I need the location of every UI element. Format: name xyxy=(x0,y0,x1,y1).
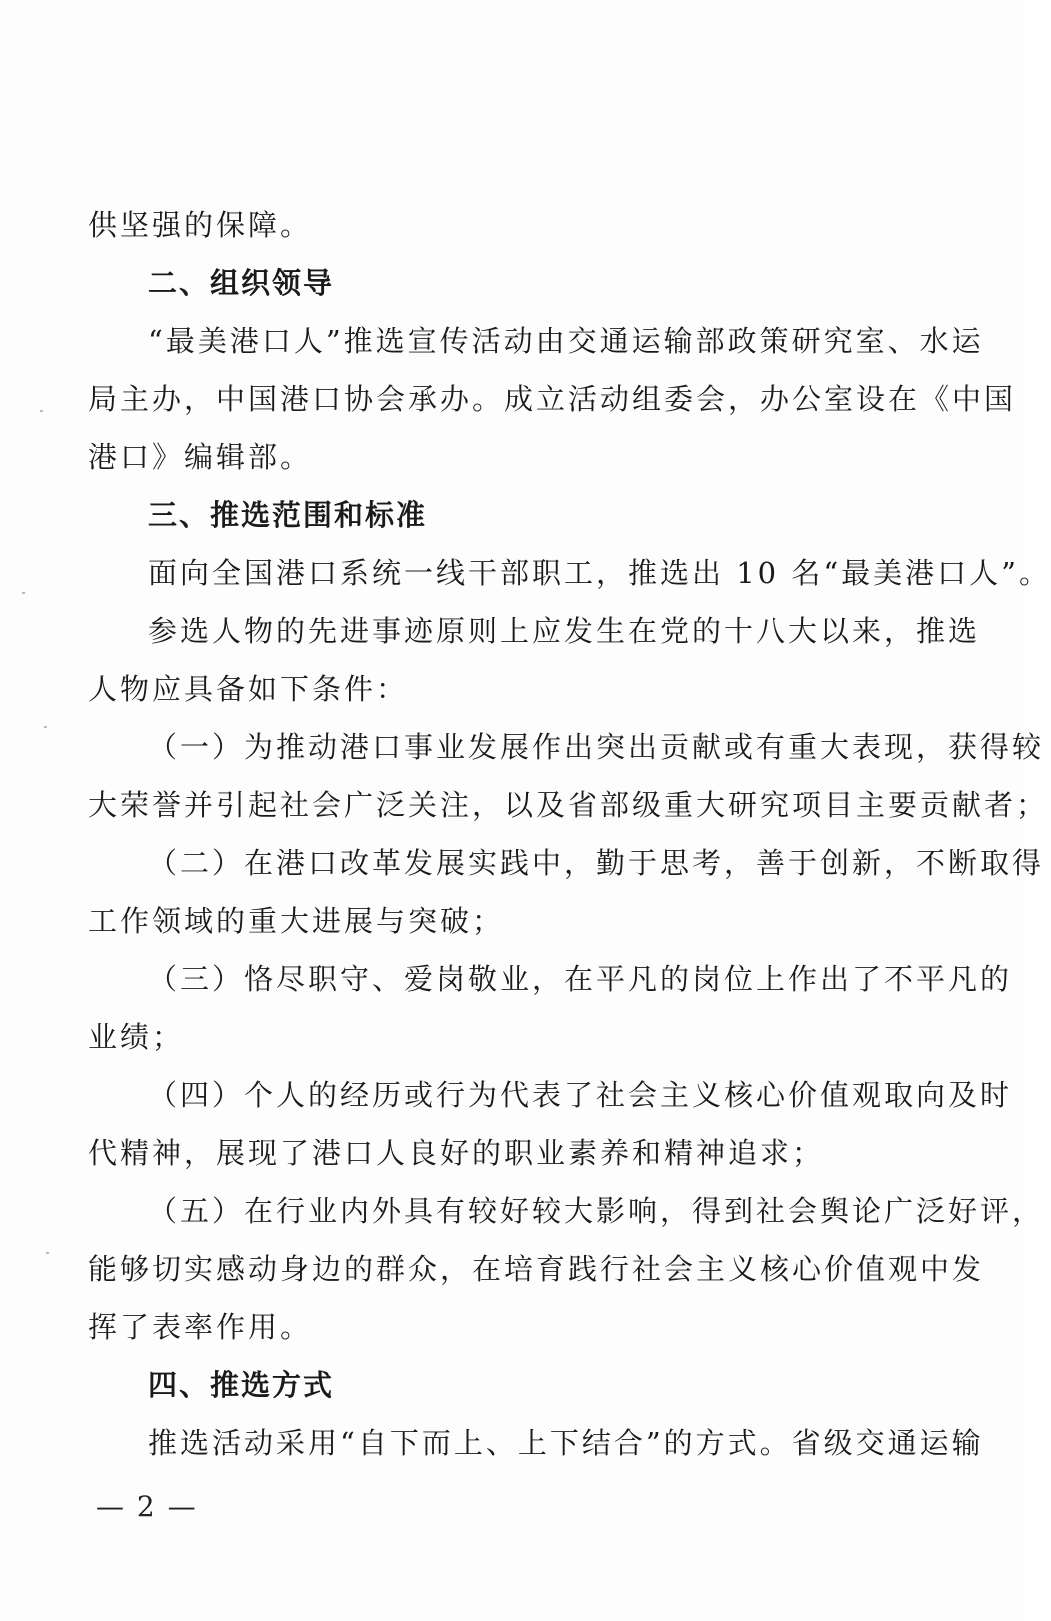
scan-speck xyxy=(46,1252,49,1254)
document-body xyxy=(88,196,1051,1472)
list-item-line: （三）恪尽职守、爱岗敬业，在平凡的岗位上作出了不平凡的 xyxy=(148,962,1013,996)
list-item-line: （二）在港口改革发展实践中，勤于思考，善于创新，不断取得 xyxy=(148,846,1045,880)
paragraph-line: 推选活动采用“自下而上、上下结合”的方式。省级交通运输 xyxy=(148,1426,984,1460)
paragraph-line: 局主办，中国港口协会承办。成立活动组委会，办公室设在《中国 xyxy=(88,382,1017,416)
list-item-line: 挥了表率作用。 xyxy=(88,1310,313,1344)
paragraph-line: 参选人物的先进事迹原则上应发生在党的十八大以来，推选 xyxy=(148,614,981,648)
paragraph-line: “最美港口人”推选宣传活动由交通运输部政策研究室、水运 xyxy=(148,324,984,358)
list-item-line: 大荣誉并引起社会广泛关注，以及省部级重大研究项目主要贡献者； xyxy=(88,788,1049,822)
list-item-line: 代精神，展现了港口人良好的职业素养和精神追求； xyxy=(88,1136,825,1170)
paragraph-line: 面向全国港口系统一线干部职工，推选出 10 名“最美港口人”。 xyxy=(148,556,1051,590)
list-item-line: 能够切实感动身边的群众，在培育践行社会主义核心价值观中发 xyxy=(88,1252,985,1286)
paragraph-line: 人物应具备如下条件： xyxy=(88,672,409,706)
scan-speck xyxy=(40,410,43,412)
paragraph-line: 港口》编辑部。 xyxy=(88,440,313,474)
scan-speck xyxy=(22,592,25,594)
scan-speck xyxy=(44,726,47,728)
list-item-line: （一）为推动港口事业发展作出突出贡献或有重大表现，获得较 xyxy=(148,730,1045,764)
section-heading: 四、推选方式 xyxy=(148,1368,335,1402)
list-item-line: 业绩； xyxy=(88,1020,185,1054)
list-item-line: 工作领域的重大进展与突破； xyxy=(88,904,505,938)
section-heading: 二、组织领导 xyxy=(148,266,335,300)
list-item-line: （四）个人的经历或行为代表了社会主义核心价值观取向及时 xyxy=(148,1078,1013,1112)
section-heading: 三、推选范围和标准 xyxy=(148,498,428,532)
text-line: 供坚强的保障。 xyxy=(88,208,313,242)
list-item-line: （五）在行业内外具有较好较大影响，得到社会舆论广泛好评， xyxy=(148,1194,1045,1228)
page-number: — 2 — xyxy=(96,1490,198,1523)
